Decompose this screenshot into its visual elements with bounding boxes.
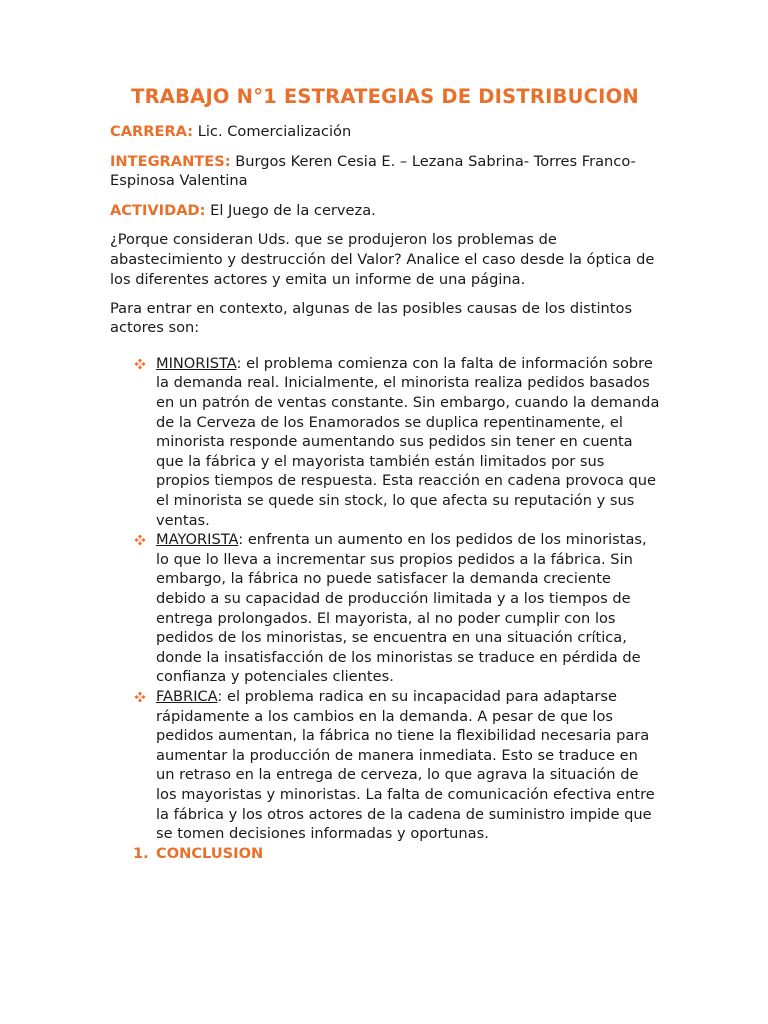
causes-list bbox=[110, 354, 660, 844]
career-line bbox=[110, 122, 660, 142]
career-value: Lic. Comercialización bbox=[197, 123, 352, 140]
cause-name: FABRICA bbox=[156, 687, 218, 705]
activity-value: El Juego de la cerveza. bbox=[210, 201, 376, 219]
cause-text: : enfrenta un aumento en los pedidos de los minoristas, lo que lo lleva a incrementar sus propios pedidos a la fábrica. Sin embargo, la fábrica no puede satisfacer la demanda creciente debido a su capacidad de producción limitada y a los tiempos de entrega prolongados. El mayorista, al no poder cumplir con los pedidos de los minoristas, se encuentra en una situación crítica, donde la insatisfacción de los minoristas se traduce en pérdida de confianza y potenciales clientes. bbox=[156, 531, 647, 686]
members-label: INTEGRANTES: bbox=[110, 152, 231, 170]
diamond-bullet-icon bbox=[133, 354, 147, 374]
cause-text: : el problema comienza con la falta de información sobre la demanda real. Inicialmente, el minorista realiza pedidos basados en un patrón de ventas constante. Sin embargo, cuando la demanda de la Cerveza de los Enamorados se duplica repentinamente, el minorista responde aumentando sus pedidos sin tener en cuenta que la fábrica y el mayorista también están limitados por sus propios tiempos de respuesta. Esta reacción en cadena provoca que el minorista se quede sin stock, lo que afecta su reputación y sus ventas. bbox=[156, 354, 660, 529]
activity-label: ACTIVIDAD: bbox=[110, 201, 206, 219]
cause-name: MINORISTA bbox=[156, 354, 237, 372]
members-value: Burgos Keren Cesia E. – Lezana Sabrina- Torres Franco- Espinosa Valentina bbox=[110, 152, 636, 190]
document-page bbox=[110, 84, 660, 863]
document-title: TRABAJO N°1 ESTRATEGIAS DE DISTRIBUCION bbox=[131, 85, 639, 108]
conclusion-label: CONCLUSION bbox=[156, 844, 264, 862]
question-paragraph: ¿Porque consideran Uds. que se produjeron los problemas de abastecimiento y destrucción del Valor? Analice el caso desde la óptica de los diferentes actores y emita un informe de una página. bbox=[110, 231, 655, 288]
members-line bbox=[110, 152, 660, 191]
cause-name: MAYORISTA bbox=[156, 531, 239, 549]
cause-text: : el problema radica en su incapacidad para adaptarse rápidamente a los cambios en la demanda. A pesar de que los pedidos aumentan, la fábrica no tiene la flexibilidad necesaria para aumentar la producción de manera inmediata. Esto se traduce en un retraso en la entrega de cerveza, lo que agrava la situación de los mayoristas y minoristas. La falta de comunicación efectiva entre la fábrica y los otros actores de la cadena de suministro impide que se tomen decisiones informadas y oportunas. bbox=[156, 687, 655, 843]
conclusion-number: 1. bbox=[133, 844, 149, 862]
career-label: CARRERA: bbox=[110, 123, 194, 140]
diamond-bullet-icon bbox=[133, 530, 147, 550]
intro-paragraph: Para entrar en contexto, algunas de las posibles causas de los distintos actores son: bbox=[110, 299, 633, 337]
diamond-bullet-icon bbox=[133, 687, 147, 707]
list-item bbox=[110, 354, 660, 530]
conclusion-heading bbox=[110, 844, 660, 864]
activity-line bbox=[110, 201, 660, 221]
list-item bbox=[110, 687, 660, 844]
list-item bbox=[110, 530, 660, 687]
